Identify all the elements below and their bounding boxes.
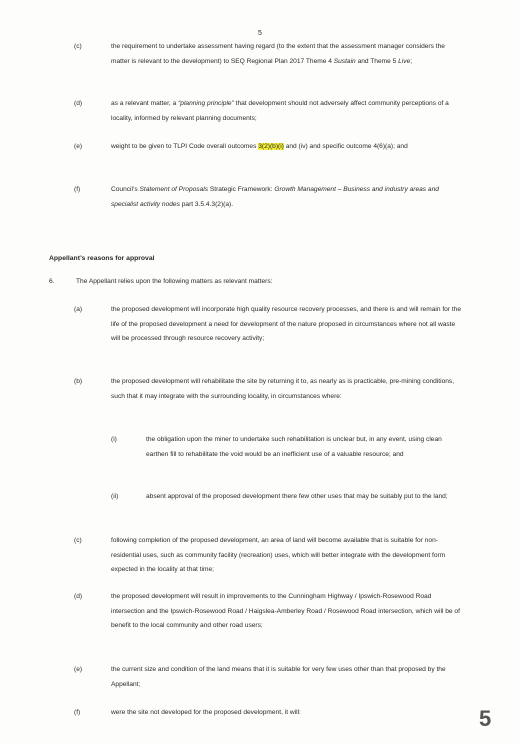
item-f-label: (f) xyxy=(74,186,81,193)
paragraph-intro: The Appellant relies upon the following matters as relevant matters: xyxy=(76,278,273,285)
reason-d-text: the proposed development will result in improvements to the Cunningham Highway / Ipswich-Rosewood Road intersection and the Ipswich-Rosewood Road / Haigslea-Amberley Road / Rosewood Road intersection, which will be of benefit to the local community and other road users; xyxy=(111,593,460,629)
item-d-quote: “planning principle” xyxy=(178,100,234,107)
reason-c-label: (c) xyxy=(74,537,82,544)
reason-b-text: the proposed development will rehabilitate the site by returning it to, as nearly as is practicable, pre-mining conditions, such that it may integrate with the surrounding locality, in circumstances where: xyxy=(111,378,455,400)
reason-b-i-text: the obligation upon the miner to undertake such rehabilitation is unclear but, in any event, using clean earthen fill to rehabilitate the void would be an inefficient use of a valuable resource; and xyxy=(146,436,442,458)
reason-b-ii-label: (ii) xyxy=(111,493,119,500)
reason-e-label: (e) xyxy=(74,666,83,673)
paragraph-number: 6. xyxy=(49,278,55,285)
item-e-text: weight to be given to TLPI Code overall outcomes 3(2)(b)(i) and (iv) and specific outcome 4(6)(a); and xyxy=(111,143,408,150)
item-d-text: as a relevant matter, a “planning principle” that development should not adversely affect community perceptions of a locality, informed by relevant planning documents; xyxy=(111,100,449,122)
reason-d-label: (d) xyxy=(74,593,83,600)
reason-b-label: (b) xyxy=(74,378,83,385)
item-c-italic-1: Sustain xyxy=(333,57,356,65)
item-d-label: (d) xyxy=(74,100,83,107)
item-f-italic-2: Growth Management – Business and industry areas and specialist activity nodes xyxy=(111,186,439,208)
item-c-italic-2: Live xyxy=(398,57,411,65)
corner-page-number: 5 xyxy=(479,706,492,731)
reason-b-i-label: (i) xyxy=(111,436,117,443)
reason-c-text: following completion of the proposed development, an area of land will become available that is suitable for non-residential uses, such as community facility (recreation) uses, which will better integrate with the development form expected in the locality at that time; xyxy=(111,537,446,573)
item-c-text: the requirement to undertake assessment having regard (to the extent that the assessment manager considers the matter is relevant to the development) to SEQ Regional Plan 2017 Theme 4 Sustain and Theme 5 Live; xyxy=(111,43,445,65)
item-f-text: Council’s Statement of Proposals Strategic Framework: Growth Management – Business and industry areas and specialist activity nodes part 3.5.4.3(2)(a). xyxy=(111,186,439,208)
page-number: 5 xyxy=(258,30,262,37)
reason-e-text: the current size and condition of the land means that it is suitable for very few uses other than that proposed by the Appellant; xyxy=(111,666,446,688)
item-e-label: (e) xyxy=(74,143,83,150)
reason-a-label: (a) xyxy=(74,306,83,313)
item-c-label: (c) xyxy=(74,43,82,50)
item-f-italic-1: Statement of Proposals xyxy=(139,186,209,193)
section-heading: Appellant’s reasons for approval xyxy=(49,255,155,262)
reason-b-ii-text: absent approval of the proposed development there few other uses that may be suitably put to the land; xyxy=(146,493,448,500)
reason-a-text: the proposed development will incorporate high quality resource recovery processes, and there is and will remain for the life of the proposed development a need for development of the nature proposed in circumstances where not all waste will be processed through resource recovery activity; xyxy=(111,306,462,342)
highlighted-reference: 3(2)(b)(i) xyxy=(258,143,284,150)
reason-f-label: (f) xyxy=(74,709,81,716)
reason-f-text: were the site not developed for the proposed development, it will: xyxy=(111,709,301,716)
